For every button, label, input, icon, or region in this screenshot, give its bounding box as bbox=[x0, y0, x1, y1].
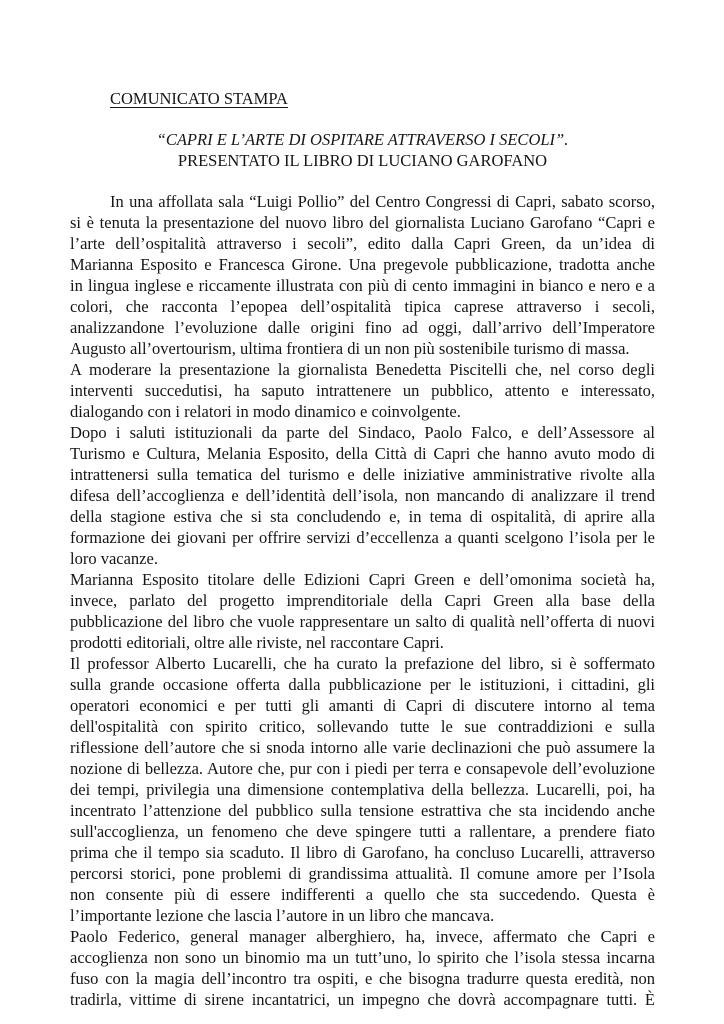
body-line: sull'accoglienza, un fenomeno che deve spingere tutti a rallentare, a prendere fiato bbox=[70, 822, 655, 841]
body-line: si è tenuta la presentazione del nuovo libro del giornalista Luciano Garofano “Capri e bbox=[70, 213, 655, 232]
title-subline: PRESENTATO IL LIBRO DI LUCIANO GAROFANO bbox=[177, 151, 548, 170]
body-line: Dopo i saluti istituzionali da parte del Sindaco, Paolo Falco, e dell’Assessore al bbox=[70, 423, 655, 442]
body-text bbox=[70, 191, 655, 1010]
body-line: l’arte dell’ospitalità attraverso i secoli”, edito dalla Capri Green, da un’idea di bbox=[70, 234, 655, 253]
body-line: interventi succedutisi, ha saputo intrattenere un pubblico, attento e interessato, bbox=[70, 381, 655, 400]
body-line: Paolo Federico, general manager alberghiero, ha, invece, affermato che Capri e bbox=[70, 927, 655, 946]
press-release-heading bbox=[70, 88, 655, 109]
body-line: in lingua inglese e riccamente illustrata con più di cento immagini in bianco e nero e a bbox=[70, 276, 655, 295]
body-line: fuso con la magia dell’incontro tra ospiti, e che bisogna tradurre questa eredità, non bbox=[70, 969, 655, 988]
body-line: dialogando con i relatori in modo dinamico e coinvolgente. bbox=[70, 402, 461, 421]
body-line: percorsi storici, pone problemi di grandissima attualità. Il comune amore per l’Isola bbox=[70, 864, 655, 883]
body-line: invece, parlato del progetto imprenditoriale della Capri Green alla base della bbox=[70, 591, 655, 610]
body-line: accoglienza non sono un binomio ma un tutt’uno, lo spirito che l’isola stessa incarna bbox=[70, 948, 655, 967]
body-line: colori, che racconta l’epopea dell’ospitalità tipica caprese attraverso i secoli, bbox=[70, 297, 655, 316]
body-line: pubblicazione del libro che vuole rappresentare un salto di qualità nell’offerta di nuovi bbox=[70, 612, 655, 631]
body-line: Il professor Alberto Lucarelli, che ha curato la prefazione del libro, si è soffermato bbox=[70, 654, 655, 673]
body-line: Marianna Esposito e Francesca Girone. Una pregevole pubblicazione, tradotta anche bbox=[70, 255, 655, 274]
body-line: tradirla, vittime di sirene incantatrici, un impegno che dovrà accompagnare tutti. È bbox=[70, 990, 655, 1009]
body-line: intrattenersi sulla tematica del turismo e delle iniziative amministrative rivolte alla bbox=[70, 465, 655, 484]
body-line: analizzandone l’evoluzione dalle origini fino ad oggi, dall’arrivo dell’Imperatore bbox=[70, 318, 655, 337]
body-line: dei tempi, privilegia una dimensione contemplativa della bellezza. Lucarelli, poi, ha bbox=[70, 780, 655, 799]
body-line: operatori economici e per tutti gli amanti di Capri di discutere intorno al tema bbox=[70, 696, 655, 715]
body-line: incentrato l’attenzione del pubblico sulla tensione estrattiva che sta incidendo anche bbox=[70, 801, 655, 820]
body-line: della stagione estiva che si sta concludendo e, in tema di ospitalità, di aprire alla bbox=[70, 507, 655, 526]
body-line: l’importante lezione che lascia l’autore in un libro che mancava. bbox=[70, 906, 495, 925]
body-line: A moderare la presentazione la giornalista Benedetta Piscitelli che, nel corso degli bbox=[70, 360, 655, 379]
body-line: dell'ospitalità con spirito critico, sollevando tutte le sue contraddizioni e sulla bbox=[70, 717, 655, 736]
body-line: difesa dell’accoglienza e dell’identità dell’isola, non mancando di analizzare il trend bbox=[70, 486, 655, 505]
body-line: Turismo e Cultura, Melania Esposito, della Città di Capri che hanno avuto modo di bbox=[70, 444, 655, 463]
body-line: nozione di bellezza. Autore che, pur con i piedi per terra e consapevole dell’evoluzione bbox=[70, 759, 655, 778]
body-line: prodotti editoriali, oltre alle riviste, nel raccontare Capri. bbox=[70, 633, 444, 652]
body-line: loro vacanze. bbox=[70, 549, 158, 568]
body-line: In una affollata sala “Luigi Pollio” del Centro Congressi di Capri, sabato scorso, bbox=[110, 192, 655, 211]
body-line: sulla grande occasione offerta dalla pubblicazione per le istituzioni, i cittadini, gli bbox=[70, 675, 655, 694]
body-line: Marianna Esposito titolare delle Edizioni Capri Green e dell’omonima società ha, bbox=[70, 570, 655, 589]
title-block bbox=[70, 129, 655, 171]
body-line: non consente più di essere indifferenti a quello che sta succedendo. Questa è bbox=[70, 885, 655, 904]
body-line: Augusto all’overtourism, ultima frontiera di un non più sostenibile turismo di massa. bbox=[70, 339, 630, 358]
body-line: prima che il tempo sia scaduto. Il libro di Garofano, ha concluso Lucarelli, attraverso bbox=[70, 843, 655, 862]
press-release-heading-text: COMUNICATO STAMPA bbox=[110, 89, 288, 108]
body-line: riflessione dell’autore che si snoda intorno alle varie declinazioni che può assumere la bbox=[70, 738, 655, 757]
body-line: formazione dei giovani per offrire servizi d’eccellenza a quanti scelgono l’isola per le bbox=[70, 528, 655, 547]
book-title-line: “CAPRI E L’ARTE DI OSPITARE ATTRAVERSO I SECOLI”. bbox=[156, 130, 569, 149]
